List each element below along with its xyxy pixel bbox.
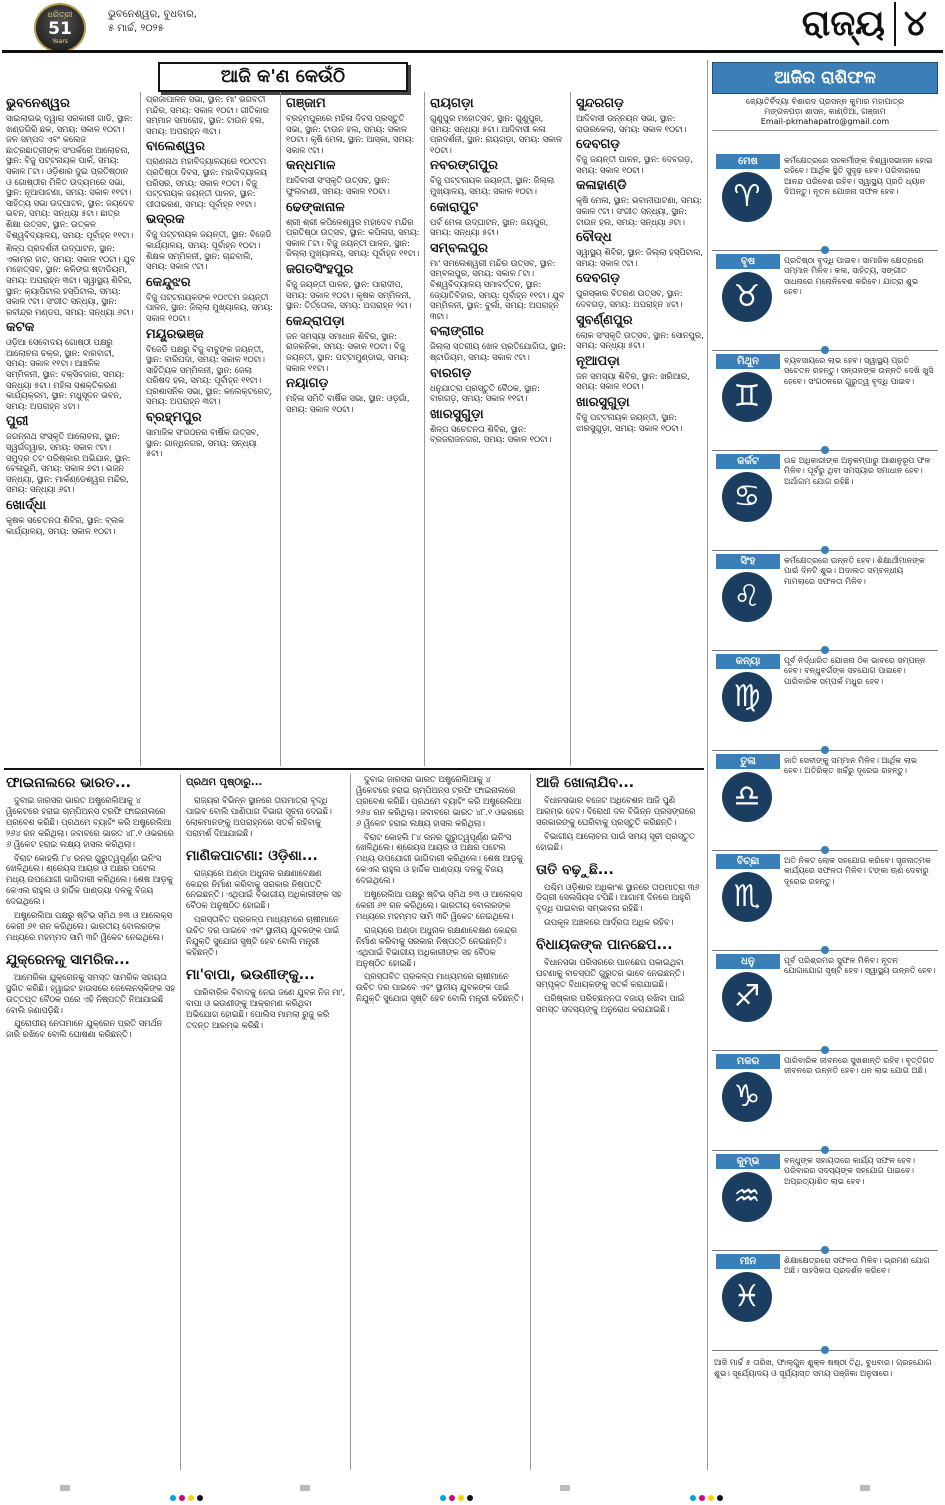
district-block xyxy=(6,414,136,495)
zodiac-sign xyxy=(712,354,938,454)
event-text: ଲୋକ ସଂସ୍କୃତି ଉତ୍ସବ, ସ୍ଥାନ: ସୋନପୁର, ସମୟ: ସନ୍ଧ୍ୟା ୫ଟା। xyxy=(576,329,704,351)
event-text: ଓଡ଼ିଆ ସେବୋଦୟ ଗୋଷ୍ଠୀ ପକ୍ଷରୁ ଆଲୋଚନା ଚକ୍ର, ସ୍ଥାନ: ବାରବାଟୀ, ସମୟ: ସକାଳ ୧୧ଟା। ଆଞ୍ଚଳିକ ସମ୍ମିଳନୀ, ସ୍ଥାନ: ବକ୍‌ସିବଜାର, ସମୟ: ସନ୍ଧ୍ୟା ୫ଟା। ମହିଳା ସଶକ୍ତିକରଣ କାର୍ଯ୍ୟକ୍ରମ, ସ୍ଥାନ: ମଧୁସୂଦନ ଭବନ, ସମୟ: ଅପରାହ୍ନ ୪ଟା। xyxy=(6,337,125,411)
newspaper-logo xyxy=(34,3,86,53)
district-heading: ସୁବର୍ଣ୍ଣପୁର xyxy=(576,312,633,328)
zodiac-prediction: ପୂର୍ବ ନିର୍ଦ୍ଧାରିତ ଯୋଜନା ଠିକ ଭାବରେ ସମ୍ପନ୍ନ ହେବ। ବନ୍ଧୁବର୍ଗଙ୍କ ସହଯୋଗ ପାଇବେ। ପାରିବାରିକ ସମ୍ପର୍କ ମଧୁର ହେବ। xyxy=(784,656,926,686)
dateline xyxy=(108,8,197,36)
district-block xyxy=(6,498,136,536)
header-rule xyxy=(2,50,943,53)
zodiac-prediction: ବନ୍ଧୁଙ୍କ ସହାୟତାରେ କାର୍ଯ୍ୟ ସଫଳ ହେବ। ପରିବାରର ସଦସ୍ୟଙ୍କ ସହଯୋଗ ପାଇବେ। ଅପ୍ରତ୍ୟାଶିତ ଲାଭ ହେବ। xyxy=(784,1156,916,1186)
zodiac-sign xyxy=(712,754,938,854)
event-text: ଶିଳ୍ପ ସଚେତନତା ଶିବିର, ସ୍ଥାନ: ବ୍ରଜରାଜନଗର, ସମୟ: ସକାଳ ୧୦ଟା। xyxy=(430,423,552,445)
zodiac-prediction: ଶିକ୍ଷାକ୍ଷେତ୍ରରେ ସଫଳତା ମିଳିବ। ଭ୍ରମଣ ଯୋଗ ଅଛି। ସାହସିକତା ପ୍ରଦର୍ଶନ କରିବେ। xyxy=(784,1256,930,1276)
zodiac-name: ବୃଷ xyxy=(716,254,780,269)
zodiac-divider xyxy=(712,650,938,651)
district-heading: ବଲାଙ୍ଗୀର xyxy=(430,324,484,340)
district-heading: ନୟାଗଡ଼ xyxy=(286,376,329,392)
district-block xyxy=(6,320,136,411)
district-block xyxy=(6,96,136,240)
section-rule xyxy=(4,768,704,770)
zodiac-sign xyxy=(712,654,938,754)
district-block xyxy=(430,96,566,155)
district-heading: ଖାରସୁଗୁଡ଼ା xyxy=(576,394,630,410)
logo-text: ଧରିତ୍ରୀ xyxy=(47,10,73,19)
district-heading: ଦେବଗଡ଼ xyxy=(576,271,620,287)
zodiac-name: କୁମ୍ଭ xyxy=(716,1154,780,1169)
story-headline: ବିଧାୟକଙ୍କ ପାନଛେପ... xyxy=(536,937,673,954)
page-number: ୪ xyxy=(894,2,927,46)
story-paragraph: ପ୍ରସ୍ତାବିତ ପ୍ରକଳ୍ପ ମାଧ୍ୟମରେ ଚାଷୀମାନେ ଉଚିତ ଦର ପାଇବେ ଏବଂ ସ୍ଥାନୀୟ ଯୁବକଙ୍କ ପାଇଁ ନିଯୁକ୍ତି ସୁଯୋଗ ସୃଷ୍ଟି ହେବ ବୋଲି ମନ୍ତ୍ରୀ କହିଛନ୍ତି। xyxy=(186,914,340,957)
zodiac-divider xyxy=(712,550,938,551)
district-block xyxy=(146,275,276,324)
district-heading: ରାୟଗଡ଼ା xyxy=(430,96,474,111)
district-heading: କନ୍ଧମାଳ xyxy=(286,158,336,174)
zodiac-sign xyxy=(712,954,938,1054)
district-heading: ବ୍ରହ୍ମପୁର xyxy=(146,410,202,426)
dateline-date: ୫ ମାର୍ଚ୍ଚ, ୨୦୨୫ xyxy=(108,23,164,34)
zodiac-name: ଧନୁ xyxy=(716,954,780,969)
zodiac-icon: ♈ xyxy=(722,172,772,222)
story-paragraph: ଯୁରୋପୀୟ ନେତାମାନେ ଯୁକ୍ରେନ ପ୍ରତି ସମର୍ଥନ ଜାରି ରଖିବେ ବୋଲି ଘୋଷଣା କରିଛନ୍ତି। xyxy=(6,1018,163,1040)
zodiac-name: ମୀନ xyxy=(716,1254,780,1269)
story-paragraph: ରାଜ୍ୟରେ ଅଣ୍ଡା ଅଧୁନାକ ରକ୍ଷଣାବେକ୍ଷଣ କେନ୍ଦ୍ର ନିର୍ମାଣ କରିବାକୁ ସରକାର ନିଷ୍ପତ୍ତି ନେଇଛନ୍ତି। ଏଥିପାଇଁ ବିଭାଗୀୟ ଅଧିକାରୀଙ୍କ ସହ ବୈଠକ ଅନୁଷ୍ଠିତ ହୋଇଛି। xyxy=(356,924,517,968)
registration-dot xyxy=(699,1495,705,1501)
event-text: ସାମାଜିକ ସଂଗଠନର ବାର୍ଷିକ ଉତ୍ସବ, ସ୍ଥାନ: ଗାନ୍ଧିନଗର, ସମୟ: ସନ୍ଧ୍ୟା ୫ଟା। xyxy=(146,427,259,459)
district-block xyxy=(576,178,704,227)
zodiac-divider xyxy=(712,450,938,451)
event-text: ପ୍ରଜାପାଳନ ସଭା, ସ୍ଥାନ: ମା' ଭଗବତୀ ମନ୍ଦିର, ସମୟ: ସକାଳ ୧୦ଟା। ଗୀତିକାର ସମ୍ମାନ ସମାରୋହ, ସ୍ଥାନ: ଟାଉନ ହଲ, ସମୟ: ଅପରାହ୍ନ ୩ଟା। xyxy=(146,94,269,136)
event-text: ବିଜୁ ପଟ୍ଟନାୟକ ଜୟନ୍ତୀ, ସ୍ଥାନ: ଜିଲ୍ଲା ମୁଖ୍ୟାଳୟ, ସମୟ: ସକାଳ ୧୦ଟା। xyxy=(430,175,554,196)
district-block xyxy=(430,200,566,238)
zodiac-divider xyxy=(712,1050,938,1051)
registration-dot xyxy=(690,1495,696,1501)
events-column-3 xyxy=(286,94,420,764)
zodiac-sign xyxy=(712,554,938,654)
zodiac-prediction: ବ୍ୟବସାୟରେ ଲାଭ ହେବ। ସ୍ୱାସ୍ଥ୍ୟ ପ୍ରତି ସଚେତନ ରହନ୍ତୁ। ସନ୍ତାନଙ୍କ ଉନ୍ନତି ଦେଖି ଖୁସି ହେବେ। ସଂଗଠନରେ ଗୁରୁତ୍ୱ ବୃଦ୍ଧି ପାଇବ। xyxy=(784,356,934,386)
astrologer-email: Email-pkmahapatro@gmail.com xyxy=(760,117,890,126)
district-block xyxy=(576,137,704,175)
district-heading: ପୁରୀ xyxy=(6,414,29,430)
event-text: ଆଦିବାସୀ ଉନ୍ନୟନ ସଭା, ସ୍ଥାନ: ରାଉରକେଲା, ସମୟ: ସକାଳ ୧୦ଟା। xyxy=(576,113,687,134)
story-paragraph: ବିରାଟ କୋହଲି ୮୪ ରନର ଗୁରୁତ୍ୱପୂର୍ଣ୍ଣ ଇନିଂସ ଖେଳିଥିଲେ। ଶ୍ରେୟସ ଆୟର ଓ ଅକ୍ଷର ପଟେଲ ମଧ୍ୟ ଉପଯୋଗୀ ଭାଗିଦାରୀ କରିଥିଲେ। ଶେଷ ଆଡ଼କୁ କେଏଲ ରାହୁଲ ଓ ହାର୍ଦ୍ଦିକ ପାଣ୍ଡ୍ୟା ଦଳକୁ ବିଜୟ ଦେଇଥିଲେ। xyxy=(356,831,523,886)
story-headline: ତାତି ବଢ଼ୁଛି... xyxy=(536,861,614,878)
registration-dot xyxy=(708,1495,714,1501)
zodiac-sign xyxy=(712,854,938,954)
district-block xyxy=(146,94,276,136)
event-text: ବିଜୁ ଜୟନ୍ତୀ ପାଳନ, ସ୍ଥାନ: ଦେବଗଡ଼, ସମୟ: ସକାଳ ୧୦ଟା। xyxy=(576,154,693,175)
story-paragraph: ଅଷ୍ଟ୍ରେଲିଆ ପକ୍ଷରୁ ଷ୍ଟିଭ ସ୍ମିଥ ୭୩ ଓ ଆଲେକ୍ସ କେରୀ ୬୧ ରନ କରିଥିଲେ। ଭାରତୀୟ ବୋଲରଙ୍କ ମଧ୍ୟରେ ମହମ୍ମଦ ସାମି ୩ଟି ୱିକେଟ ନେଇଥିଲେ। xyxy=(6,910,172,942)
story-paragraph: ଉପକୂଳ ଅଞ୍ଚଳରେ ଆର୍ଦ୍ରତା ଅଧିକ ରହିବ। xyxy=(544,917,674,928)
story-paragraph: ବିରାଟ କୋହଲି ୮୪ ରନର ଗୁରୁତ୍ୱପୂର୍ଣ୍ଣ ଇନିଂସ ଖେଳିଥିଲେ। ଶ୍ରେୟସ ଆୟର ଓ ଅକ୍ଷର ପଟେଲ ମଧ୍ୟ ଉପଯୋଗୀ ଭାଗିଦାରୀ କରିଥିଲେ। ଶେଷ ଆଡ଼କୁ କେଏଲ ରାହୁଲ ଓ ହାର୍ଦ୍ଦିକ ପାଣ୍ଡ୍ୟା ଦଳକୁ ବିଜୟ ଦେଇଥିଲେ। xyxy=(6,852,173,907)
event-text: ପ୍ରାଣନାଥ ମହାବିଦ୍ୟାଳୟରେ ୧୦୯ତମ ପ୍ରତିଷ୍ଠା ଦିବସ, ସ୍ଥାନ: ମହାବିଦ୍ୟାଳୟ ପରିସର, ସମୟ: ସକାଳ ୧୦ଟା। ବିଜୁ ପଟ୍ଟନାୟକ ଜୟନ୍ତୀ ପାଳନ, ସ୍ଥାନ: ପୀତାଭରଣ, ସମୟ: ପୂର୍ବାହ୍ନ ୧୧ଟା। xyxy=(146,156,267,209)
district-heading: ଖାରସୁଗୁଡ଼ା xyxy=(430,406,484,422)
registration-dot xyxy=(467,1495,473,1501)
district-block xyxy=(430,366,566,404)
district-block xyxy=(286,376,420,414)
event-text: ଜିଲ୍ଲା ସ୍ତରୀୟ ଖେଳ ପ୍ରତିଯୋଗିତା, ସ୍ଥାନ: ଷ୍ଟାଡିୟମ, ସମୟ: ସକାଳ ୯ଟା। xyxy=(430,341,566,362)
column-divider xyxy=(424,92,425,766)
district-block xyxy=(576,230,704,268)
events-banner: ଆଜି କ'ଣ କେଉଁଠି xyxy=(158,62,408,92)
district-heading: ଭଦ୍ରକ xyxy=(146,212,185,228)
event-text: ବିଜୁ ଜୟନ୍ତୀ ପାଳନ, ସ୍ଥାନ: ପାରାଦୀପ, ସମୟ: ସକାଳ ୧୦ଟା। କୃଷକ ସମ୍ମିଳନୀ, ସ୍ଥାନ: ତିର୍ତ୍ତୋଲ, ସମୟ: ଅପରାହ୍ନ ୨ଟା। xyxy=(286,278,412,311)
event-text: ମା' ସମଲେଶ୍ୱରୀ ମନ୍ଦିର ଉତ୍ସବ, ସ୍ଥାନ: ସମ୍ବଲପୁର, ସମୟ: ସକାଳ ୮ଟା। ବିଶ୍ୱବିଦ୍ୟାଳୟ ସମାବର୍ତ୍ତନ, ସ୍ଥାନ: ଜ୍ୟୋତିବିହାର, ସମୟ: ପୂର୍ବାହ୍ନ ୧୧ଟା। ଯୁବ ସମ୍ମିଳନୀ, ସ୍ଥାନ: ବୁର୍ଲା, ସମୟ: ଅପରାହ୍ନ ୩ଟା। xyxy=(430,257,565,321)
district-heading: କଳାହାଣ୍ଡି xyxy=(576,178,627,194)
district-block xyxy=(576,271,704,309)
story-headline: ମାଣିକପାଟଣା: ଓଡ଼ିଶା... xyxy=(186,847,318,864)
zodiac-prediction: କର୍ମକ୍ଷେତ୍ରରେ ଉନ୍ନତି ହେବ। ଶିକ୍ଷାର୍ଥୀମାନଙ୍କ ପାଇଁ ଦିନଟି ଶୁଭ। ଅଦାଲତ ସମ୍ବନ୍ଧୀୟ ମାମଲାରେ ସଫଳତା ମିଳିବ। xyxy=(784,556,925,586)
story-paragraph: ପ୍ରସ୍ତାବିତ ପ୍ରକଳ୍ପ ମାଧ୍ୟମରେ ଚାଷୀମାନେ ଉଚିତ ଦର ପାଇବେ ଏବଂ ସ୍ଥାନୀୟ ଯୁବକଙ୍କ ପାଇଁ ନିଯୁକ୍ତି ସୁଯୋଗ ସୃଷ୍ଟି ହେବ ବୋଲି ମନ୍ତ୍ରୀ କହିଛନ୍ତି। xyxy=(356,971,524,1004)
registration-dot xyxy=(717,1495,723,1501)
district-heading: କୋରାପୁଟ xyxy=(430,199,479,215)
district-heading: ନବରଙ୍ଗପୁର xyxy=(430,158,499,174)
zodiac-divider xyxy=(712,1150,938,1151)
page-header xyxy=(0,0,945,52)
registration-dot xyxy=(179,1495,185,1501)
zodiac-name: କର୍କଟ xyxy=(716,454,780,469)
district-block xyxy=(576,313,704,351)
story-headline: ମା'ବାପା, ଭଉଣୀଙ୍କୁ... xyxy=(186,966,315,983)
district-heading: ମୟୂରଭଞ୍ଜ xyxy=(146,326,204,342)
column-divider xyxy=(140,92,141,766)
zodiac-sign xyxy=(712,254,938,354)
district-heading: ନୂଆପଡ଼ା xyxy=(576,353,620,369)
story-paragraph: ଦୁବାଇ ଜାରସର ଭାରତ ଅଷ୍ଟ୍ରେଲିଆକୁ ୪ ୱିକେଟରେ ହରାଇ ଚାମ୍ପିଅନ୍‌ସ ଟ୍ରଫି ଫାଇନାଲରେ ପ୍ରବେଶ କରିଛି। ପ୍ରଥମେ ବ୍ୟାଟିଂ କରି ଅଷ୍ଟ୍ରେଲିଆ ୨୬୪ ରନ କରିଥିଲା। ଜବାବରେ ଭାରତ ୪୮.୧ ଓଭରରେ ୬ ୱିକେଟ ହରାଇ ଲକ୍ଷ୍ୟ ହାସଲ କରିଥିଲା। xyxy=(6,795,174,849)
district-heading: ବାରଗଡ଼ xyxy=(430,365,472,381)
district-heading: ସୁନ୍ଦରଗଡ଼ xyxy=(576,96,624,111)
logo-years-label: Years xyxy=(52,38,68,45)
rashifal-divider xyxy=(707,60,708,1470)
zodiac-divider xyxy=(712,950,938,951)
event-text: ଧନୁଯାତ୍ରା ପ୍ରସ୍ତୁତି ବୈଠକ, ସ୍ଥାନ: ବାରଗଡ଼, ସମୟ: ସକାଳ ୧୧ଟା। xyxy=(430,382,540,404)
zodiac-name: ବିଚ୍ଛା xyxy=(716,854,780,869)
logo-years: 51 xyxy=(48,19,72,39)
story-paragraph: ବିଧାନସଭା ପରିସରରେ ପାନଛେପ ପକାଇଥିବା ଘଟଣାକୁ ବାଚସ୍ପତି ଗୁରୁତର ଭାବେ ନେଇଛନ୍ତି। ସମ୍ପୃକ୍ତ ବିଧାୟକଙ୍କୁ ସତର୍କ କରାଯାଇଛି। xyxy=(536,957,685,989)
zodiac-sign xyxy=(712,454,938,554)
registration-dot xyxy=(170,1495,176,1501)
event-text: ଆଦିବାସୀ ସଂସ୍କୃତି ଉତ୍ସବ, ସ୍ଥାନ: ଫୁଲବାଣୀ, ସମୟ: ସକାଳ ୧୦ଟା। xyxy=(286,175,390,196)
zodiac-sign xyxy=(712,1054,938,1154)
district-heading: ସମ୍ବଲପୁର xyxy=(430,240,488,256)
event-text: ଜଗନ୍ନାଥ ସଂସ୍କୃତି ଆଲୋଚନା, ସ୍ଥାନ: ସ୍ୱର୍ଗଦ୍ୱାର, ସମୟ: ସକାଳ ୯ଟା। ସମୁଦ୍ର ତଟ ପରିଷ୍କାର ଅଭିଯାନ, ସ୍ଥାନ: ବେଳାଭୂମି, ସମୟ: ସକାଳ ୭ଟା। ଭଜନ ସନ୍ଧ୍ୟା, ସ୍ଥାନ: ମାର୍କଣ୍ଡେଶ୍ୱର ମନ୍ଦିର, ସମୟ: ସନ୍ଧ୍ୟା ୬ଟା। xyxy=(6,431,131,495)
zodiac-prediction: ଉଚ୍ଚ ଅଧିକାରୀଙ୍କ ଅନୁକମ୍ପାରୁ ଆଶାନୁରୂପ ଫଳ ମିଳିବ। ପୂର୍ବରୁ ଥିବା ସମସ୍ୟାର ସମାଧାନ ହେବ। ଅର୍ଥାଗମ ଯୋଗ ରହିଛି। xyxy=(784,456,931,486)
district-block xyxy=(576,354,704,392)
district-block xyxy=(286,200,420,259)
astrologer-address: ମଙ୍ଗଳପଡ଼ା ଶାସନ, କାଣ୍ଡିଆ, ଗଞ୍ଜାମ xyxy=(764,107,886,116)
event-text: ସ୍ୱାସ୍ଥ୍ୟ ଶିବିର, ସ୍ଥାନ: ଜିଲ୍ଲା ହସ୍ପିଟାଲ, ସମୟ: ସକାଳ ୯ଟା। xyxy=(576,247,703,268)
news-column-1 xyxy=(6,774,176,1470)
registration-dot xyxy=(440,1495,446,1501)
zodiac-sign xyxy=(712,1254,938,1354)
story-paragraph: ଦୁବାଇ ଜାରସର ଭାରତ ଅଷ୍ଟ୍ରେଲିଆକୁ ୪ ୱିକେଟରେ ହରାଇ ଚାମ୍ପିଅନ୍‌ସ ଟ୍ରଫି ଫାଇନାଲରେ ପ୍ରବେଶ କରିଛି। ପ୍ରଥମେ ବ୍ୟାଟିଂ କରି ଅଷ୍ଟ୍ରେଲିଆ ୨୬୪ ରନ କରିଥିଲା। ଜବାବରେ ଭାରତ ୪୮.୧ ଓଭରରେ ୬ ୱିକେଟ ହରାଇ ଲକ୍ଷ୍ୟ ହାସଲ କରିଥିଲା। xyxy=(356,774,524,828)
dateline-place-day: ଭୁବନେଶ୍ୱର, ବୁଧବାର, xyxy=(108,9,197,20)
news-column-4 xyxy=(536,774,704,1470)
registration-dot xyxy=(188,1495,194,1501)
zodiac-icon: ♏ xyxy=(722,872,772,922)
rashifal-panel xyxy=(712,62,938,1462)
zodiac-icon: ♒ xyxy=(722,1172,772,1222)
story-paragraph: ପଶ୍ଚିମ ଓଡ଼ିଶାର ଅଧିକାଂଶ ସ୍ଥାନରେ ତାପମାତ୍ରା ୩୬ ଡିଗ୍ରୀ ସେଲସିୟସ ଟପିଛି। ଆଗାମୀ ଦିନରେ ଆହୁରି ବୃଦ୍ଧି ପାଇବାର ସମ୍ଭାବନା ରହିଛି। xyxy=(536,881,700,914)
story-paragraph: ରାଜ୍ୟରେ ଅଣ୍ଡା ଅଧୁନାକ ରକ୍ଷଣାବେକ୍ଷଣ କେନ୍ଦ୍ର ନିର୍ମାଣ କରିବାକୁ ସରକାର ନିଷ୍ପତ୍ତି ନେଇଛନ୍ତି। ଏଥିପାଇଁ ବିଭାଗୀୟ ଅଧିକାରୀଙ୍କ ସହ ବୈଠକ ଅନୁଷ୍ଠିତ ହୋଇଛି। xyxy=(186,867,342,911)
district-block xyxy=(430,324,566,362)
event-text: ସାଇଲାଇଭ୍ ଦ୍ୱାରା ସରକାରୀ ଗାଡି, ସ୍ଥାନ: ଖଣ୍ଡଗିରି ଛକ, ସମୟ: ସକାଳ ୧୦ଟା। ଜଳ ସମ୍ପଦ ଏବଂ କଲେଜ ଛାତ୍ରଛାତ୍ରୀଙ୍କ ସଂପର୍କରେ ଆଲୋଚନା, ସ୍ଥାନ: ବିଜୁ ପଟ୍ଟନାୟକ ପାର୍କ, ସମୟ: ସକାଳ ୮ଟା। ଓଡ଼ିଶାର ଦୁଇ ପ୍ରତିଷ୍ଠାନ ଓ ଗୋଷ୍ଠୀର ମିଳିତ ଉଦ୍ୟମରେ ସଭା, ସ୍ଥାନ: ନୂଆପାଟଣା, ସମୟ: ସକାଳ ୧୧ଟା। ସାହିତ୍ୟ ସଭା ଉଦ୍‌ଘାଟନ, ସ୍ଥାନ: ଜୟଦେବ ଭବନ, ସମୟ: ସନ୍ଧ୍ୟା ୫ଟା। ଛାତ୍ର ଶିକ୍ଷା ଉତ୍ସବ, ସ୍ଥାନ: ଉତ୍କଳ ବିଶ୍ୱବିଦ୍ୟାଳୟ, ସମୟ: ପୂର୍ବାହ୍ନ ୧୧ଟା। xyxy=(6,113,135,240)
district-block xyxy=(576,395,704,433)
color-registration-mark xyxy=(690,1486,726,1505)
registration-dot xyxy=(449,1495,455,1501)
story-paragraph: ବିଭାଗୀୟ ଆଲୋଚନା ପାଇଁ ସମୟ ସୂଚୀ ପ୍ରସ୍ତୁତ ହୋଇଛି। xyxy=(536,830,695,852)
district-heading: ଖୋର୍ଦ୍ଧା xyxy=(6,498,46,513)
zodiac-name: ତୁଳା xyxy=(716,754,780,769)
district-block xyxy=(6,243,136,317)
zodiac-icon: ♉ xyxy=(722,272,772,322)
zodiac-divider xyxy=(712,350,938,351)
story-paragraph: ଆମେରିକା ଯୁକ୍ରେନକୁ ସମସ୍ତ ସାମରିକ ସହାୟତା ସ୍ଥଗିତ କରିଛି। ହ୍ୱାଇଟ ହାଉସରେ ଜେଲେନସ୍କିଙ୍କ ସହ ଉତ୍ତପ୍ତ ବୈଠକ ପରେ ଏହି ନିଷ୍ପତ୍ତି ନିଆଯାଇଛି ବୋଲି ଜଣାପଡ଼ିଛି। xyxy=(6,971,176,1015)
events-column-2 xyxy=(146,94,276,764)
zodiac-icon: ♎ xyxy=(722,772,772,822)
zodiac-icon: ♋ xyxy=(722,472,772,522)
zodiac-prediction: ଅତି ନିକଟ ଲୋକ ସହଯୋଗ କରିବେ। ସୃଜନାତ୍ମକ କାର୍ଯ୍ୟରେ ସଫଳତା ମିଳିବ। ଟଙ୍କା ଋଣ ଦେବାରୁ ଦୂରେଇ ରହନ୍ତୁ। xyxy=(784,856,931,886)
district-heading: ଢେଙ୍କାନାଳ xyxy=(286,199,345,215)
zodiac-name: ସିଂହ xyxy=(716,554,780,569)
zodiac-divider xyxy=(712,850,938,851)
district-heading: କେନ୍ଦ୍ରାପଡ଼ା xyxy=(286,313,345,329)
zodiac-icon: ♐ xyxy=(722,972,772,1022)
story-headline: ଫାଇନାଲରେ ଭାରତ... xyxy=(6,775,131,791)
district-block xyxy=(146,212,276,271)
print-marks xyxy=(0,1478,945,1498)
zodiac-divider xyxy=(712,1250,938,1251)
district-heading: ଜଗତସିଂହପୁର xyxy=(286,261,354,277)
district-block xyxy=(286,262,420,311)
events-column-4 xyxy=(430,94,566,764)
events-column-1 xyxy=(6,94,136,764)
event-text: ବ୍ରହ୍ମପୁରରେ ମହିଳା ଦିବସ ପ୍ରସ୍ତୁତି ସଭା, ସ୍ଥାନ: ଟାଉନ ହଲ, ସମୟ: ସକାଳ ୧୦ଟା। କୃଷି ମେଳା, ସ୍ଥାନ: ଆସ୍କା, ସମୟ: ସକାଳ ୯ଟା। xyxy=(286,113,415,155)
zodiac-icon: ♊ xyxy=(722,372,772,422)
story-headline: ଆଜି ଖୋଲାଯିବ... xyxy=(536,775,635,791)
zodiac-divider xyxy=(712,250,938,251)
story-paragraph: ପରିଷ୍କାର ପରିଚ୍ଛନ୍ନତା ବଜାୟ ରଖିବା ପାଇଁ ସମସ୍ତ ସଦସ୍ୟଙ୍କୁ ଅନୁରୋଧ କରାଯାଇଛି। xyxy=(536,992,685,1014)
district-block xyxy=(430,158,566,196)
district-heading: ଗଞ୍ଜାମ xyxy=(286,96,326,111)
event-text: କୃଷି ମେଳା, ସ୍ଥାନ: ଭବାନୀପାଟଣା, ସମୟ: ସକାଳ ୯ଟା। ସଂଗୀତ ସନ୍ଧ୍ୟା, ସ୍ଥାନ: ଟାଉନ ହଲ, ସମୟ: ସନ୍ଧ୍ୟା ୬ଟା। xyxy=(576,195,703,227)
district-heading: ଦେବଗଡ଼ xyxy=(576,137,620,153)
zodiac-sign xyxy=(712,154,938,254)
astrologer-name: ଜ୍ୟୋତିର୍ବିଦ୍ୟା ବିଶାରଦ ପ୍ରସନ୍ନ କୁମାର ମହାପାତ୍ର xyxy=(745,97,905,106)
story-paragraph: ରାଜ୍ୟର ବିଭିନ୍ନ ସ୍ଥାନରେ ତାପମାତ୍ରା ବୃଦ୍ଧି ପାଇବ ବୋଲି ପାଣିପାଗ ବିଭାଗ ସୂଚନା ଦେଇଛି। ଲୋକମାନଙ୍କୁ ଅପରାହ୍ନରେ ସତର୍କ ରହିବାକୁ ପରାମର୍ଶ ଦିଆଯାଇଛି। xyxy=(186,795,332,838)
zodiac-icon: ♓ xyxy=(722,1272,772,1322)
district-block xyxy=(430,241,566,322)
panjika-text: ଆଜି ମାର୍ଚ୍ଚ ୫ ତାରିଖ, ଫାଲ୍ଗୁନ ଶୁକ୍ଳ ଷଷ୍ଠୀ ତିଥି, ବୁଧବାର। ଗ୍ରହଯୋଗ ଶୁଭ। ସୂର୍ଯ୍ୟୋଦୟ ଓ ସୂର୍ଯ୍ୟାସ୍ତ ସମୟ ପଞ୍ଜିକା ଅନୁସାରେ। xyxy=(714,1358,932,1378)
district-block xyxy=(146,327,276,408)
event-text: ଗୁଣୁପୁର ମହୋତ୍ସବ, ସ୍ଥାନ: ଗୁଣୁପୁର, ସମୟ: ସନ୍ଧ୍ୟା ୫ଟା। ଆଦିବାସୀ କଳା ପ୍ରଦର୍ଶନୀ, ସ୍ଥାନ: ରାୟଗଡ଼ା, ସମୟ: ସକାଳ ୧୦ଟା। xyxy=(430,113,562,155)
event-text: ପର୍ବ ମେଳା ଉଦ୍‌ଘାଟନ, ସ୍ଥାନ: ଜୟପୁର, ସମୟ: ସନ୍ଧ୍ୟା ୫ଟା। xyxy=(430,216,549,238)
zodiac-icon: ♍ xyxy=(722,672,772,722)
column-divider xyxy=(530,774,531,1470)
section-name: ରାଜ୍ୟ xyxy=(801,3,885,44)
zodiac-name: ମକର xyxy=(716,1054,780,1069)
column-divider xyxy=(350,774,351,1470)
event-text: ବିଜୁ ପଟ୍ଟନାୟକ ଜୟନ୍ତୀ, ସ୍ଥାନ: ବିଜେଡି କାର୍ଯ୍ୟାଳୟ, ସମୟ: ପୂର୍ବାହ୍ନ ୧୦ଟା। ଶିକ୍ଷକ ସମ୍ମିଳନୀ, ସ୍ଥାନ: ଚାନ୍ଦବାଲି, ସମୟ: ସକାଳ ୯ଟା। xyxy=(146,229,272,272)
zodiac-prediction: ପାରିବାରିକ ଜୀବନରେ ସୁଖଶାନ୍ତି ରହିବ। ବୃତ୍ତିଗତ ଜୀବନରେ ଉନ୍ନତି ହେବ। ଧନ ଲାଭ ଯୋଗ ଅଛି। xyxy=(784,1056,935,1076)
column-divider xyxy=(180,774,181,1470)
story-paragraph: ଅଷ୍ଟ୍ରେଲିଆ ପକ୍ଷରୁ ଷ୍ଟିଭ ସ୍ମିଥ ୭୩ ଓ ଆଲେକ୍ସ କେରୀ ୬୧ ରନ କରିଥିଲେ। ଭାରତୀୟ ବୋଲରଙ୍କ ମଧ୍ୟରେ ମହମ୍ମଦ ସାମି ୩ଟି ୱିକେଟ ନେଇଥିଲେ। xyxy=(356,889,522,921)
event-text: ବିଜୁ ପଟ୍ଟନାୟକଙ୍କ ୧୦୯ତମ ଜୟନ୍ତୀ ପାଳନ, ସ୍ଥାନ: ଜିଲ୍ଲା ମୁଖ୍ୟାଳୟ, ସମୟ: ସକାଳ ୧୦ଟା। xyxy=(146,291,273,323)
zodiac-sign xyxy=(712,1154,938,1254)
event-text: ମହିଳା ସମିତି ବାର୍ଷିକ ସଭା, ସ୍ଥାନ: ଓଡ଼ଗାଁ, ସମୟ: ସକାଳ ୧୦ଟା। xyxy=(286,393,410,414)
event-text: ପୁରସ୍କାର ବିତରଣ ଉତ୍ସବ, ସ୍ଥାନ: ଦେବଗଡ଼, ସମୟ: ଅପରାହ୍ନ ୪ଟା। xyxy=(576,288,683,309)
zodiac-name: ମେଷ xyxy=(716,154,780,169)
district-block xyxy=(286,158,420,196)
event-text: ଜନ ସମସ୍ୟା ସମାଧାନ ଶିବିର, ସ୍ଥାନ: ରାଜକନିକା, ସମୟ: ସକାଳ ୧୦ଟା। ବିଜୁ ଜୟନ୍ତୀ, ସ୍ଥାନ: ପଟ୍ଟାମୁଣ୍ଡାଇ, ସମୟ: ସକାଳ ୧୧ଟା। xyxy=(286,330,410,373)
zodiac-prediction: କର୍ମକ୍ଷେତ୍ରରେ ସହକର୍ମୀଙ୍କ ବିଶ୍ୱାସଭାଜନ ହୋଇ ରହିବେ। ଆର୍ଥିକ ସ୍ଥିତି ସୁଦୃଢ଼ ହେବ। ପରିବାରରେ ଆନନ୍ଦ ପରିବେଶ ରହିବ। ସ୍ୱାସ୍ଥ୍ୟ ପ୍ରତି ଧ୍ୟାନ ଦିଅନ୍ତୁ। ନୂତନ ଯୋଜନା ସଫଳ ହେବ। xyxy=(784,156,933,197)
zodiac-prediction: ପ୍ରତିଷ୍ଠା ବୃଦ୍ଧି ପାଇବ। ସାମାଜିକ କ୍ଷେତ୍ରରେ ସମ୍ମାନ ମିଳିବ। କଳା, ସାହିତ୍ୟ, ସଙ୍ଗୀତ ସାଧନାରେ ମନୋନିବେଶ କରିବେ। ଯାତ୍ରା ଶୁଭ ହେବ। xyxy=(784,256,924,297)
district-heading: କଟକ xyxy=(6,320,35,336)
color-registration-mark xyxy=(440,1486,476,1505)
district-block xyxy=(576,96,704,134)
color-registration-mark xyxy=(170,1486,206,1505)
zodiac-name: କନ୍ୟା xyxy=(716,654,780,669)
continued-tag: ପ୍ରଥମ ପୃଷ୍ଠାରୁ... xyxy=(186,777,263,788)
event-text: ଜନ ସମସ୍ୟା ଶିବିର, ସ୍ଥାନ: ଖରିଆର, ସମୟ: ସକାଳ ୧୦ଟା। xyxy=(576,370,690,392)
district-heading: ଭୁବନେଶ୍ୱର xyxy=(6,96,70,111)
news-column-2 xyxy=(186,774,346,1470)
astrologer-credit xyxy=(712,94,938,131)
events-column-5 xyxy=(576,94,704,764)
event-text: ବିଜୁ ପଟ୍ଟନାୟକ ଜୟନ୍ତୀ, ସ୍ଥାନ: ଝାରସୁଗୁଡ଼ା, ସମୟ: ସକାଳ ୧୦ଟା। xyxy=(576,411,683,433)
column-divider xyxy=(570,92,571,766)
zodiac-prediction: ପୂର୍ବ ପରିଶ୍ରମର ସୁଫଳ ମିଳିବ। ନୂତନ ଯୋଗାଯୋଗ ସୃଷ୍ଟି ହେବ। ସ୍ୱାସ୍ଥ୍ୟ ଉନ୍ନତି ହେବ। xyxy=(784,956,936,976)
story-paragraph: ବିଧାନସଭାର ବଜେଟ ଅଧିବେଶନ ଆଜି ପୁଣି ଆରମ୍ଭ ହେବ। ବିରୋଧୀ ଦଳ ବିଭିନ୍ନ ପ୍ରସଙ୍ଗରେ ସରକାରଙ୍କୁ ଘେରିବାକୁ ପ୍ରସ୍ତୁତି କରିଛନ୍ତି। xyxy=(536,795,696,827)
registration-dot xyxy=(458,1495,464,1501)
district-block xyxy=(286,314,420,373)
district-block xyxy=(146,410,276,459)
event-text: କୃଷକ ସଚେତନତା ଶିବିର, ସ୍ଥାନ: ବ୍ଲକ କାର୍ଯ୍ୟାଳୟ, ସମୟ: ସକାଳ ୧୦ଟା। xyxy=(6,515,125,536)
district-block xyxy=(286,96,420,155)
zodiac-icon: ♌ xyxy=(722,572,772,622)
zodiac-divider xyxy=(712,1350,938,1351)
registration-dot xyxy=(197,1495,203,1501)
news-column-3 xyxy=(356,774,526,1470)
column-divider xyxy=(280,92,281,766)
district-block xyxy=(146,139,276,209)
district-heading: ବୌଦ୍ଧ xyxy=(576,230,612,246)
zodiac-icon: ♑ xyxy=(722,1072,772,1122)
district-heading: ବାଲେଶ୍ୱର xyxy=(146,139,205,155)
event-text: ଶିଳ୍ପ ପ୍ରଦର୍ଶନୀ ଉଦ୍‌ଘାଟନ, ସ୍ଥାନ: ଏକାମ୍ର ହାଟ, ସମୟ: ସକାଳ ୧୦ଟା। ଯୁବ ମହୋତ୍ସବ, ସ୍ଥାନ: କଳିଙ୍ଗ ଷ୍ଟାଡିୟମ, ସମୟ: ଅପରାହ୍ନ ୩ଟା। ସ୍ୱାସ୍ଥ୍ୟ ଶିବିର, ସ୍ଥାନ: କ୍ୟାପିଟାଲ ହସ୍ପିଟାଲ, ସମୟ: ସକାଳ ୯ଟା। ସଂଗୀତ ସନ୍ଧ୍ୟା, ସ୍ଥାନ: ରବୀନ୍ଦ୍ର ମଣ୍ଡପ, ସମୟ: ସନ୍ଧ୍ୟା ୬ଟା। xyxy=(6,243,136,317)
district-heading: କେନ୍ଦୁଝର xyxy=(146,274,191,290)
story-headline: ଯୁକ୍ରେନକୁ ସାମରିକ... xyxy=(6,951,130,968)
event-text: ବିଜେଡି ପକ୍ଷରୁ ବିଜୁ ବାବୁଙ୍କ ଜୟନ୍ତୀ, ସ୍ଥାନ: ବାରିପଦା, ସମୟ: ସକାଳ ୧୦ଟା। ସାହିତ୍ୟିକ ସମ୍ମିଳନୀ, ସ୍ଥାନ: ଜେଲା ପରିଷଦ ହଲ, ସମୟ: ପୂର୍ବାହ୍ନ ୧୧ଟା। ପ୍ରଶାସନିକ ସଭା, ସ୍ଥାନ: କଲେକ୍ଟରେଟ୍, ସମୟ: ଅପରାହ୍ନ ୩ଟା। xyxy=(146,343,273,407)
zodiac-prediction: ଜାତି ସେବୀଙ୍କୁ ସମ୍ମାନ ମିଳିବ। ଆର୍ଥିକ ଲାଭ ହେବ। ଅତିରିକ୍ତ ଖର୍ଚ୍ଚରୁ ଦୂରେଇ ରହନ୍ତୁ। xyxy=(784,756,918,776)
event-text: ଶ୍ରୀ ଶ୍ରୀ କପିଳେଶ୍ୱର ମହାଦେବ ମନ୍ଦିର ପ୍ରତିଷ୍ଠା ଉତ୍ସବ, ସ୍ଥାନ: କପିଳାସ, ସମୟ: ସକାଳ ୮ଟା। ବିଜୁ ଜୟନ୍ତୀ ପାଳନ, ସ୍ଥାନ: ଜିଲ୍ଲା ମୁଖ୍ୟାଳୟ, ସମୟ: ପୂର୍ବାହ୍ନ ୧୧ଟା। xyxy=(286,216,420,259)
zodiac-divider xyxy=(712,750,938,751)
rashifal-title: ଆଜିର ରାଶିଫଳ xyxy=(712,62,938,94)
story-paragraph: ପାରିବାରିକ ବିବାଦକୁ ନେଇ ଜଣେ ଯୁବକ ନିଜ ମା', ବାପା ଓ ଭଉଣୀଙ୍କୁ ଆକ୍ରମଣ କରିଥିବା ଅଭିଯୋଗ ହୋଇଛି। ପୋଲିସ ମାମଲା ରୁଜୁ କରି ତଦନ୍ତ ଆରମ୍ଭ କରିଛି। xyxy=(186,986,346,1030)
zodiac-name: ମିଥୁନ xyxy=(716,354,780,369)
district-block xyxy=(430,407,566,445)
